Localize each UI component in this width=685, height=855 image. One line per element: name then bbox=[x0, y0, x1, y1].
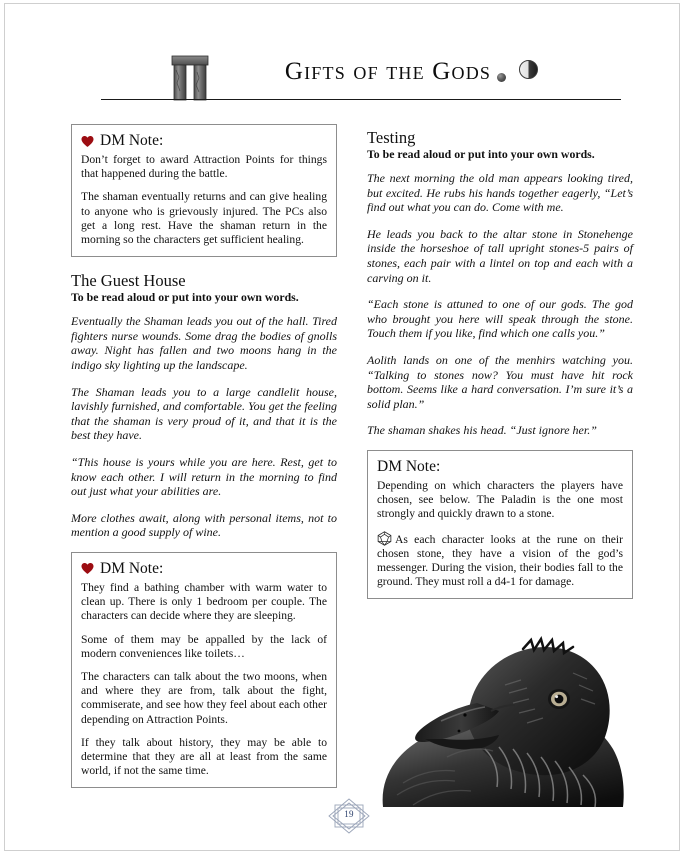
dm-note-paragraph-with-die bbox=[377, 531, 623, 590]
d20-die-icon bbox=[377, 531, 392, 546]
dm-note-paragraph: They find a bathing chamber with warm water to clean up. There is only 1 bedroom per couple. The characters can decide where they are sleeping. bbox=[81, 580, 327, 623]
dm-note-paragraph: The characters can talk about the two moons, when and where they are from, talk about the fight, commiserate, and see how they feel about each other depending on Attraction Points. bbox=[81, 669, 327, 726]
dm-note-paragraph: Don’t forget to award Attraction Points for things that happened during the battle. bbox=[81, 153, 327, 181]
section-title: Testing bbox=[367, 128, 416, 147]
read-aloud-paragraph: Aolith lands on one of the menhirs watching you. “Talking to stones now? You must have hit rock bottom. Seems like a hard conversation. I’m sure it’s a solid plan.” bbox=[367, 352, 633, 411]
right-column bbox=[367, 124, 633, 613]
page-number-ornament bbox=[327, 797, 371, 835]
dm-note-paragraph: If they talk about history, they may be able to determine that they are all at least from the same world, if not the same time. bbox=[81, 735, 327, 778]
section-title: The Guest House bbox=[71, 271, 186, 291]
page-number: 19 bbox=[344, 809, 354, 819]
page-title: Gifts of the Gods bbox=[284, 58, 492, 85]
dm-note-paragraph: Some of them may be appalled by the lack of modern conveniences like toilets… bbox=[81, 632, 327, 660]
document-page bbox=[4, 3, 680, 851]
guest-house-section bbox=[71, 271, 337, 540]
testing-section bbox=[367, 128, 633, 438]
dm-note-box-right bbox=[367, 450, 633, 599]
heart-icon bbox=[81, 562, 94, 575]
read-aloud-paragraph: The next morning the old man appears looking tired, but excited. He rubs his hands together eagerly, “Let’s find out what you can do. Come with me. bbox=[367, 171, 633, 215]
heart-icon bbox=[81, 135, 94, 148]
dm-note-heading bbox=[81, 132, 327, 150]
dm-note-box-bottom bbox=[71, 552, 337, 788]
read-aloud-paragraph: “This house is yours while you are here. Rest, get to know each other. I will return in the morning to find out just what your abilities are. bbox=[71, 454, 337, 499]
read-aloud-paragraph: He leads you back to the altar stone in Stonehenge inside the horseshoe of tall upright stones-5 pairs of stones, each pair with a lintel on top and each with a carving on it. bbox=[367, 226, 633, 285]
read-aloud-paragraph: The shaman shakes his head. “Just ignore her.” bbox=[367, 423, 597, 438]
dm-note-die-text: As each character looks at the rune on their chosen stone, they have a vision of the god’s messenger. During the vision, their bodies fall to the ground. They must roll a d4-1 for damage. bbox=[377, 532, 623, 589]
dm-note-paragraph: Depending on which characters the players have chosen, see below. The Paladin is the one most strongly and quickly drawn to a stone. bbox=[377, 478, 623, 521]
page-header bbox=[65, 52, 625, 110]
dm-note-heading-text: DM Note: bbox=[100, 559, 164, 577]
read-aloud-paragraph: Eventually the Shaman leads you out of the hall. Tired fighters nurse wounds. Some drag the bodies of gnolls away. Night has fallen and two moons hang in the indigo sky lighting up the landscape. bbox=[71, 314, 337, 372]
read-aloud-paragraph: “Each stone is attuned to one of our gods. The god who brought you here will speak through the stone. Touch them if you like, find which one calls you.” bbox=[367, 297, 633, 341]
dm-note-heading-text: DM Note: bbox=[100, 132, 164, 149]
section-subtitle: To be read aloud or put into your own words. bbox=[71, 290, 299, 305]
read-aloud-paragraph: The Shaman leads you to a large candlelit house, lavishly furnished, and comfortable. You get the feeling that the shaman is very proud of it, and that it is the best they have. bbox=[71, 384, 337, 443]
dm-note-paragraph: The shaman eventually returns and can give healing to anyone who is grievously injured. The PCs also get a long rest. Have the shaman return in the morning so the characters get sufficient healing. bbox=[81, 190, 327, 247]
trilithon-icon bbox=[169, 54, 211, 102]
moon-half-icon bbox=[519, 60, 538, 79]
dm-note-heading bbox=[377, 458, 623, 476]
section-subtitle: To be read aloud or put into your own words. bbox=[367, 147, 595, 161]
raven-head-illustration bbox=[373, 629, 635, 809]
dm-note-box-top bbox=[71, 124, 337, 257]
header-divider-rule bbox=[101, 99, 621, 100]
read-aloud-paragraph: More clothes await, along with personal items, not to mention a good supply of wine. bbox=[71, 510, 337, 540]
moons-ornament bbox=[497, 58, 557, 92]
left-column bbox=[71, 124, 337, 802]
dm-note-heading-text: DM Note: bbox=[377, 457, 441, 475]
moon-small-icon bbox=[497, 73, 506, 82]
dm-note-heading bbox=[81, 560, 327, 578]
